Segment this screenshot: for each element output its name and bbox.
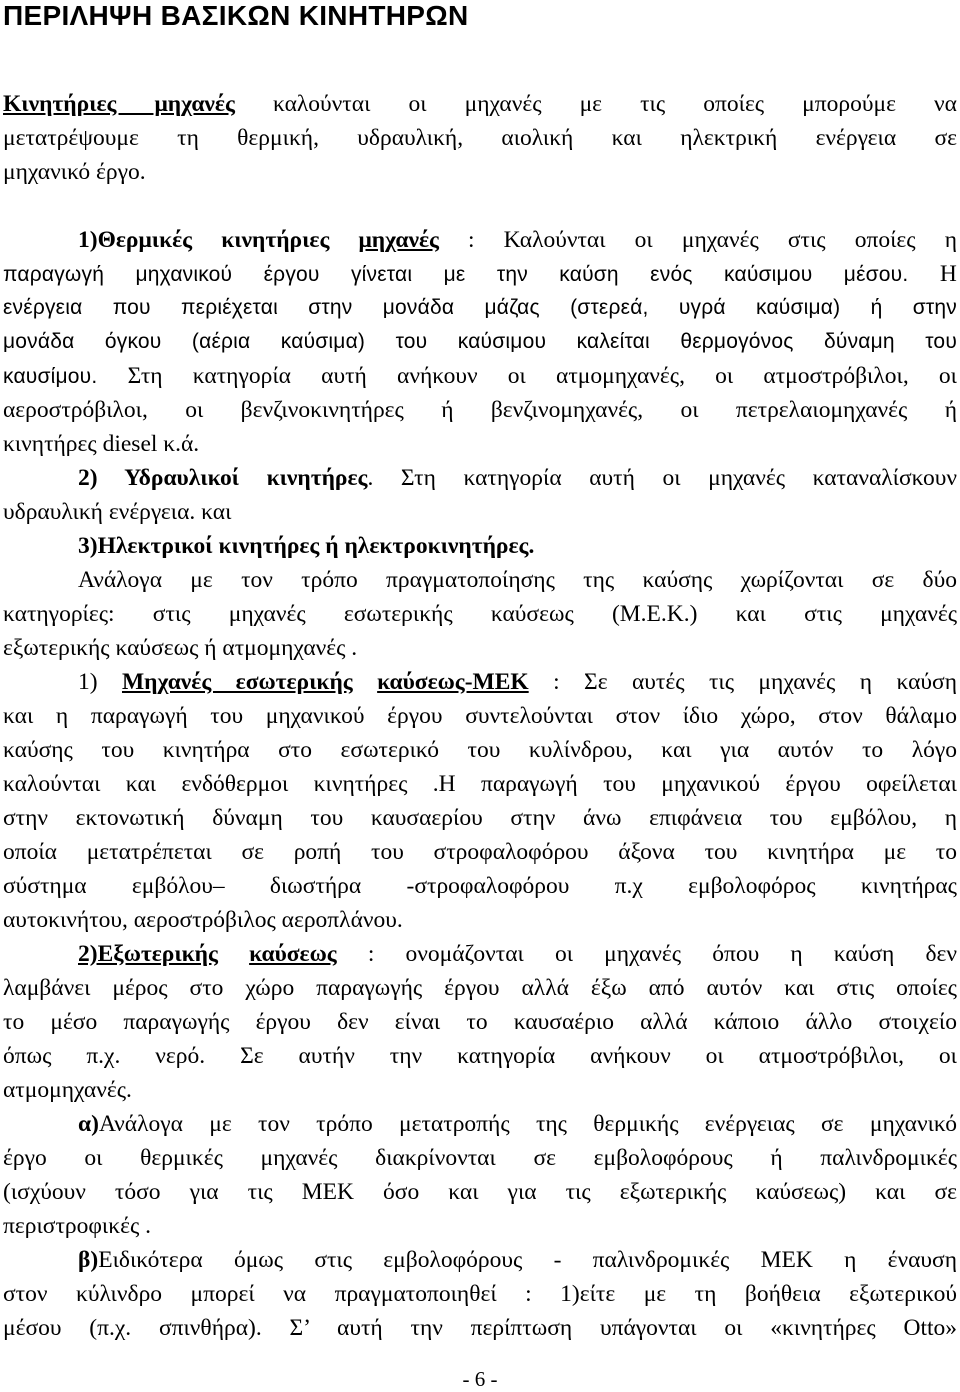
heading-mek: Μηχανές εσωτερικής — [121, 669, 353, 695]
para-9-line-3: μέσου (π.χ. σπινθήρα). Σ’ αυτή την περίπτωση υπάγονται οι «κινητήρες Otto» — [3, 1315, 957, 1341]
para-2-line-1: 1)Θερμικές κινητήριες μηχανές : Καλούνται οι μηχανές στις οποίες η — [78, 227, 957, 253]
para-3-line-2: υδραυλική ενέργεια. και — [3, 499, 232, 525]
para-1-line-2: μετατρέψουμε τη θερμική, υδραυλική, αιολική και ηλεκτρική ενέργεια σε — [3, 125, 957, 151]
para-8-line-3: (ισχύουν τόσο για τις ΜΕΚ όσο και για τις εξωτερικής καύσεως) και σε — [3, 1179, 957, 1205]
heading-thermikes: 1)Θερμικές κινητήριες — [78, 227, 359, 253]
label-alpha: α) — [78, 1111, 99, 1137]
para-7-line-5: ατμομηχανές. — [3, 1077, 132, 1103]
para-6-line-1: 1) Μηχανές εσωτερικής καύσεως-ΜΕΚ : Σε αυτές τις μηχανές η καύση — [78, 669, 957, 695]
para-7-line-1: 2)Εξωτερικής καύσεως : ονομάζονται οι μηχανές όπου η καύση δεν — [78, 941, 958, 967]
para-1-line-3: μηχανικό έργο. — [3, 159, 146, 185]
para-8-line-1: α)Ανάλογα με τον τρόπο μετατροπής της θερμικής ενέργειας σε μηχανικό — [78, 1111, 957, 1137]
term-kinitiries-mixanes: Κινητήριες μηχανές — [3, 91, 235, 117]
para-7-line-2: λαμβάνει μέρος στο χώρο παραγωγής έργου αλλά έξω από αυτόν και στις οποίες — [3, 975, 957, 1001]
para-2-line-5: καυσίμου. Στη κατηγορία αυτή ανήκουν οι ατμομηχανές, οι ατμοστρόβιλοι, οι — [3, 363, 957, 389]
para-2-line-2: παραγωγή μηχανικού έργου γίνεται με την καύση ενός καύσιμου μέσου. Η — [3, 261, 958, 287]
para-8-line-2: έργο οι θερμικές μηχανές διακρίνονται σε εμβολοφόρους ή παλινδρομικές — [3, 1145, 957, 1171]
para-2-line-7: κινητήρες diesel κ.ά. — [3, 431, 200, 457]
para-6-line-8: αυτοκινήτου, αεροστρόβιλος αεροπλάνου. — [3, 907, 403, 933]
para-7-line-3: το μέσο παραγωγής έργου δεν είναι το καυσαέριο αλλά κάποιο άλλο στοιχείο — [3, 1009, 957, 1035]
heading-ilektrikoi: 3)Ηλεκτρικοί κινητήρες ή ηλεκτροκινητήρες. — [78, 533, 535, 559]
para-6-line-2: και η παραγωγή του μηχανικού έργου συντελούνται στον ίδιο χώρο, στον θάλαμο — [3, 703, 957, 729]
page-number: - 6 - — [462, 1367, 498, 1391]
para-1-line-1: Κινητήριες μηχανές καλούνται οι μηχανές με τις οποίες μπορούμε να — [3, 91, 957, 117]
para-9-line-2: στον κύλινδρο μπορεί να πραγματοποιηθεί : 1)είτε με τη βοήθεια εξωτερικού — [3, 1281, 957, 1307]
para-3-line-1: 2) Υδραυλικοί κινητήρες. Στη κατηγορία αυτή οι μηχανές καταναλίσκουν — [78, 465, 957, 491]
heading-exoterikis: 2)Εξωτερικής — [78, 941, 218, 967]
para-9-line-1: β)Ειδικότερα όμως στις εμβολοφόρους - παλινδρομικές ΜΕΚ η έναυση — [78, 1247, 957, 1273]
para-6-line-7: σύστημα εμβόλου– διωστήρα -στροφαλοφόρου π.χ εμβολοφόρος κινητήρας — [3, 873, 957, 899]
para-6-line-4: καλούνται και ενδόθερμοι κινητήρες .Η παραγωγή του μηχανικού έργου οφείλεται — [3, 771, 957, 797]
page-title: ΠΕΡΙΛΗΨΗ ΒΑΣΙΚΩΝ ΚΙΝΗΤΗΡΩΝ — [3, 0, 469, 31]
label-beta: β) — [78, 1247, 99, 1273]
para-5-line-1: Ανάλογα με τον τρόπο πραγματοποίησης της καύσης χωρίζονται σε δύο — [78, 567, 957, 593]
para-5-line-2: κατηγορίες: στις μηχανές εσωτερικής καύσεως (Μ.Ε.Κ.) και στις μηχανές — [3, 601, 957, 627]
para-4-line-1 — [78, 529, 957, 563]
para-2-line-4: μονάδα όγκου (αέρια καύσιμα) του καύσιμου καλείται θερμογόνος δύναμη του — [3, 330, 957, 353]
para-2-line-3: ενέργεια που περιέχεται στην μονάδα μάζας (στερεά, υγρά καύσιμα) ή στην — [3, 296, 957, 319]
heading-ydraulikoi: 2) Υδραυλικοί κινητήρες — [78, 465, 368, 491]
para-6-line-6: οποία μετατρέπεται σε ροπή του στροφαλοφόρου άξονα του κινητήρα με το — [3, 839, 957, 865]
para-5-line-3: εξωτερικής καύσεως ή ατμομηχανές . — [3, 635, 358, 661]
para-6-line-5: στην εκτονωτική δύναμη του καυσαερίου στην άνω επιφάνεια του εμβόλου, η — [3, 805, 957, 831]
para-7-line-4: όπως π.χ. νερό. Σε αυτήν την κατηγορία ανήκουν οι ατμοστρόβιλοι, οι — [3, 1043, 957, 1069]
para-2-line-6: αεροστρόβιλοι, οι βενζινοκινητήρες ή βενζινομηχανές, οι πετρελαιομηχανές ή — [3, 397, 957, 423]
para-8-line-4: περιστροφικές . — [3, 1213, 152, 1239]
para-6-line-3: καύσης του κινητήρα στο εσωτερικό του κυλίνδρου, και για αυτόν το λόγο — [3, 737, 957, 763]
